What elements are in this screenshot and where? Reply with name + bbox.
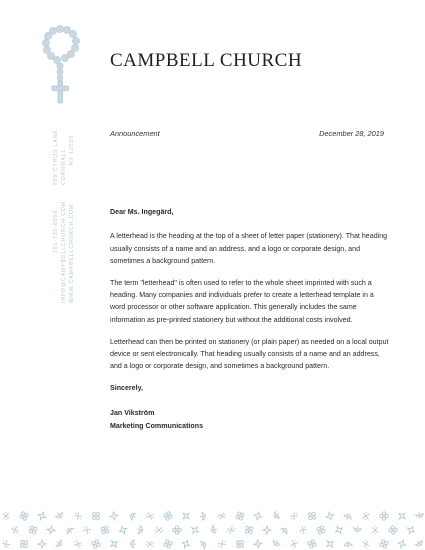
- rosary-icon: [36, 24, 90, 106]
- address-line: 999 CYRUS LANE: [53, 129, 59, 185]
- closing: Sincerely,: [110, 384, 143, 393]
- church-name: CAMPBELL CHURCH: [110, 50, 303, 71]
- signer-name: Jan Vikström: [110, 409, 155, 418]
- address-line: CORNWALL: [61, 148, 67, 185]
- email-line: INFO@CAMPBELLCHURCH.COM: [61, 200, 67, 303]
- paragraph: A letterhead is the heading at the top of a sheet of letter paper (stationery). That heading usually consists of a name and an address, and a logo or corporate design, and sometimes a background pattern.: [110, 232, 388, 265]
- phone-line: 201-335-0000: [53, 209, 59, 253]
- website-line: WWW.CAMPBELLCHURCH.COM: [69, 203, 75, 303]
- letter-body: [110, 206, 390, 432]
- salutation: Dear Ms. Ingegärd,: [110, 208, 174, 216]
- address-line: NY 12520: [69, 134, 75, 165]
- letter-date: December 28, 2019: [319, 129, 384, 138]
- paragraph: Letterhead can then be printed on stationery (or plain paper) as needed on a local output device or sent electronically. That heading usually consists of a name and an address, and a logo or corporate design, and sometimes a background pattern.: [110, 337, 389, 371]
- paragraph: The term "letterhead" is often used to refer to the whole sheet imprinted with such a heading. Many companies and individuals prefer to create a letterhead template in a word processor or other software application. This generally includes the same information as pre-printed stationery but without the additional costs involved.: [110, 278, 374, 324]
- floral-pattern-icon: [0, 510, 425, 550]
- signer-role: Marketing Communications: [110, 421, 204, 430]
- letter-subject: Announcement: [110, 129, 160, 138]
